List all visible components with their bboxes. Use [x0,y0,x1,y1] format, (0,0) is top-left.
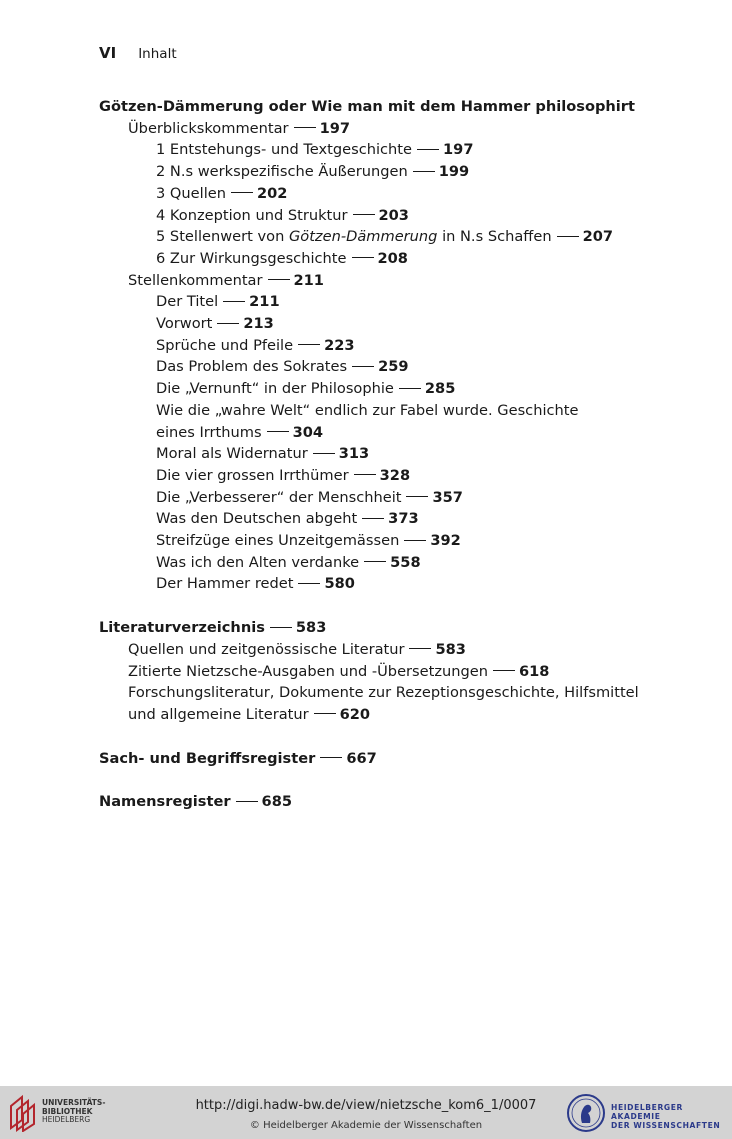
toc-page: 211 [249,293,280,311]
toc-entry-chapter [99,573,699,595]
toc-dash [409,648,431,649]
toc-dash [404,540,426,541]
toc-entry-section-3 [99,183,699,205]
toc-dash [298,344,320,345]
toc-page: 373 [388,510,419,528]
toc-page: 558 [390,553,421,571]
toc-label: Der Hammer redet [156,575,294,593]
page-number: VI [99,44,117,62]
toc-dash [320,757,342,758]
toc-page: 223 [324,336,355,354]
toc-entry-chapter [99,335,699,357]
toc-page: 583 [435,640,466,658]
toc-label-before: 5 Stellenwert von [156,228,289,246]
toc-dash [313,453,335,454]
toc-label-italic: Götzen-Dämmerung [288,228,438,246]
toc-dash [362,518,384,519]
toc-label: Streifzüge eines Unzeitgemässen [156,532,400,550]
toc-page: 313 [338,445,370,463]
toc-label: Das Problem des Sokrates [156,358,348,376]
toc-page: 285 [424,380,456,398]
toc-page: 197 [443,141,474,159]
ub-logo-line: UNIVERSITÄTS- [42,1098,106,1107]
toc-entry-chapter [99,356,699,378]
toc-heading-literatur [99,617,699,639]
toc-label: Stellenkommentar [128,271,263,289]
toc-dash [267,431,289,432]
toc-label: Der Titel [156,293,219,311]
toc-page: 583 [295,619,327,637]
running-title: Inhalt [138,46,177,62]
toc-dash [236,801,258,802]
toc-entry-chapter [99,530,699,552]
toc-entry-literatur [99,661,699,683]
toc-entry-chapter [99,313,699,335]
toc-page: 197 [319,119,351,137]
toc-label: Literaturverzeichnis [99,619,265,637]
toc-entry-chapter [99,508,699,530]
toc-label: Forschungsliteratur, Dokumente zur Rezeptionsgeschichte, Hilfsmittel und allgemeine Literatur [128,684,639,723]
toc-dash [493,670,515,671]
toc-entry-section-2 [99,161,699,183]
toc-label: Was den Deutschen abgeht [156,510,358,528]
toc-entry-chapter [99,487,699,509]
toc-dash [354,474,376,475]
toc-heading-goetzen: Götzen-Dämmerung oder Wie man mit dem Hammer philosophirt [99,98,635,115]
toc-label-after: in N.s Schaffen [437,228,552,246]
toc-label: Die „Verbesserer“ der Menschheit [156,488,402,506]
toc-label: Moral als Widernatur [156,445,308,463]
academy-seal-icon [566,1093,606,1133]
toc-entry-chapter [99,378,699,400]
toc-label: Die vier grossen Irrthümer [156,466,349,484]
ub-logo-line: BIBLIOTHEK [42,1106,93,1116]
toc-page: 357 [432,488,463,506]
toc-label: Sprüche und Pfeile [156,336,294,354]
toc-page: 304 [292,423,324,441]
toc-dash [298,583,320,584]
toc-page: 667 [346,749,377,767]
toc-page: 211 [293,271,324,289]
toc-entry-section-4 [99,205,699,227]
toc-label: 1 Entstehungs- und Textgeschichte [156,141,413,159]
toc-page: 328 [379,466,411,484]
toc-label: Quellen und zeitgenössische Literatur [128,640,405,658]
toc-dash [231,192,253,193]
toc-heading-namensregister [99,791,699,813]
toc-dash [294,127,316,128]
toc-entry-ueberblick [99,118,699,140]
toc-entry-chapter [99,291,699,313]
toc-dash [406,496,428,497]
spacer [99,595,699,617]
toc-label: Die „Vernunft“ in der Philosophie [156,380,394,398]
toc-heading-sachregister [99,748,699,770]
toc-entry-chapter [99,443,699,465]
toc-entry-section-5 [99,226,699,248]
toc-entry-stellen [99,270,699,292]
toc-dash [314,713,336,714]
toc-label: 4 Konzeption und Struktur [156,206,348,224]
toc-dash [217,323,239,324]
toc-label: Überblickskommentar [128,119,289,137]
toc-label: 3 Quellen [156,184,226,202]
toc-page: 213 [243,315,274,333]
toc-dash [268,279,290,280]
footer-bar [0,1086,732,1139]
toc-entry-chapter [99,400,616,443]
toc-label: Vorwort [156,315,213,333]
toc-label: Wie die „wahre Welt“ endlich zur Fabel wurde. Geschichte eines Irrthums [156,401,579,441]
toc-label: 2 N.s werkspezifische Äußerungen [156,163,408,181]
toc-dash [352,257,374,258]
running-head [99,44,177,62]
toc-entry-literatur [99,682,658,725]
toc-page: 203 [378,206,409,224]
hadw-logo-line: HEIDELBERGER AKADEMIE [611,1103,683,1121]
toc-entry-section-6 [99,248,699,270]
toc-page: 392 [430,532,461,550]
toc-page: 618 [519,662,550,680]
toc-dash [270,627,292,628]
toc-label: Namensregister [99,793,231,811]
toc-page: 208 [377,249,408,267]
toc-dash [413,171,435,172]
spacer [99,726,699,748]
toc-label: 6 Zur Wirkungsgeschichte [156,249,347,267]
toc-dash [353,214,375,215]
toc-page: 259 [378,358,409,376]
toc-dash [399,388,421,389]
toc-dash [417,149,439,150]
academy-logo-text [611,1103,732,1130]
copyright-notice: © Heidelberger Akademie der Wissenschaften [249,1120,483,1131]
toc-page: 199 [438,163,470,181]
toc-dash [223,301,245,302]
toc-page: 685 [261,793,293,811]
toc-label: Zitierte Nietzsche-Ausgaben und -Übersetzungen [128,662,488,680]
table-of-contents [99,96,699,813]
spacer [99,769,699,791]
toc-dash [352,366,374,367]
ub-logo-line: HEIDELBERG [42,1115,91,1124]
toc-entry-section-1 [99,139,699,161]
toc-page: 207 [582,228,614,246]
toc-label: Sach- und Begriffsregister [99,749,316,767]
toc-entry-chapter [99,465,699,487]
toc-page: 620 [339,705,371,723]
document-url[interactable]: http://digi.hadw-bw.de/view/nietzsche_kom6_1/0007 [195,1098,537,1113]
toc-label: Was ich den Alten verdanke [156,553,360,571]
toc-dash [557,236,579,237]
toc-page: 580 [324,575,355,593]
toc-dash [364,561,386,562]
toc-entry-chapter [99,552,699,574]
hadw-logo-line: DER WISSENSCHAFTEN [611,1121,721,1130]
toc-page: 202 [256,184,288,202]
toc-entry-literatur [99,639,699,661]
